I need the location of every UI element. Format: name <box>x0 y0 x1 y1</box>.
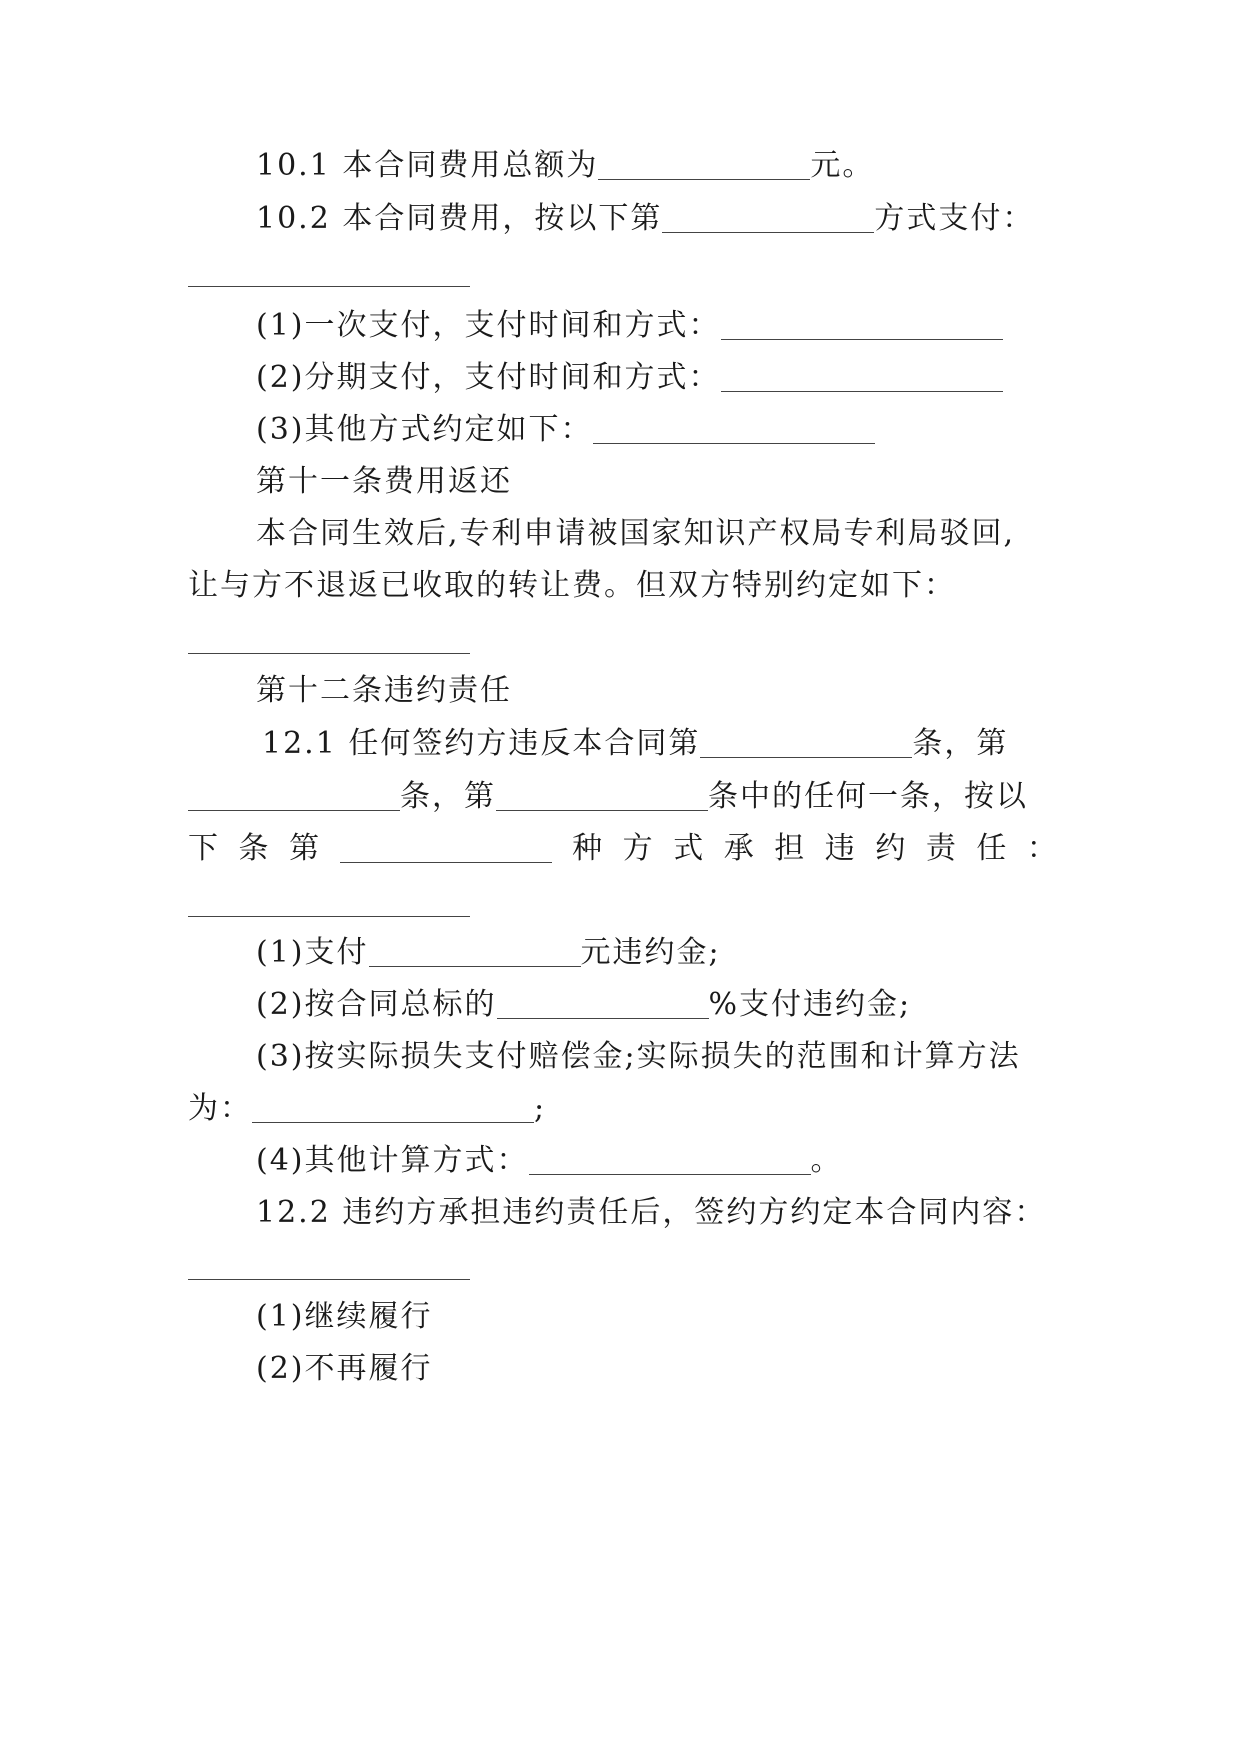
fill-blank[interactable] <box>188 1237 470 1280</box>
fill-blank[interactable] <box>369 924 581 967</box>
option-text: (3)其他方式约定如下： <box>256 412 593 447</box>
clause-char: 承 <box>723 831 754 866</box>
article-heading: 第十二条违约责任 <box>256 673 512 708</box>
payment-option-1 <box>0 297 1241 355</box>
fill-blank[interactable] <box>721 349 1003 392</box>
clause-char: 责 <box>925 831 956 866</box>
clause-text: 方式支付： <box>874 201 1035 236</box>
fill-blank[interactable] <box>340 820 552 863</box>
paragraph-text: 本合同生效后,专利申请被国家知识产权局专利局驳回, <box>256 516 1016 551</box>
clause-10-1 <box>0 137 1241 195</box>
option-text: (1)继续履行 <box>256 1299 433 1334</box>
clause-char: 方 <box>622 831 653 866</box>
clause-text: 10.2 本合同费用，按以下第 <box>256 201 663 236</box>
blank-line <box>0 1237 1241 1295</box>
clause-char: 担 <box>774 831 805 866</box>
option-text: (3)按实际损失支付赔偿金;实际损失的范围和计算方法 <box>256 1039 1021 1074</box>
option-text: %支付违约金; <box>708 987 912 1022</box>
option-text: (2)按合同总标的 <box>256 987 497 1022</box>
clause-12-1-line1 <box>0 715 1241 773</box>
fill-blank[interactable] <box>496 768 708 811</box>
option-text: (4)其他计算方式： <box>256 1143 529 1178</box>
option-text: (2)分期支付，支付时间和方式： <box>256 360 721 395</box>
option-text: 为： <box>188 1091 252 1126</box>
fill-blank[interactable] <box>721 297 1003 340</box>
fill-blank[interactable] <box>593 401 875 444</box>
clause-10-2 <box>0 190 1241 248</box>
fill-blank[interactable] <box>188 768 400 811</box>
blank-line <box>0 611 1241 669</box>
clause-char: ： <box>1026 831 1057 866</box>
penalty-option-3-line2 <box>0 1080 1241 1138</box>
article-11-para-line2 <box>0 557 1241 615</box>
fill-blank[interactable] <box>529 1132 811 1175</box>
clause-text: 元。 <box>810 148 875 183</box>
article-11-title <box>0 453 1241 511</box>
penalty-option-2 <box>0 976 1241 1034</box>
continuation-option-1 <box>0 1288 1241 1346</box>
article-12-title <box>0 662 1241 720</box>
fill-blank[interactable] <box>188 874 470 917</box>
clause-char: 约 <box>875 831 906 866</box>
fill-blank[interactable] <box>252 1080 534 1123</box>
clause-12-1-line3 <box>0 820 1241 878</box>
clause-char: 任 <box>976 831 1007 866</box>
clause-char: 下 <box>188 831 218 866</box>
article-heading: 第十一条费用返还 <box>256 464 512 499</box>
article-11-para-line1 <box>0 505 1241 563</box>
clause-text: 条，第 <box>400 779 496 814</box>
clause-char: 第 <box>289 831 320 866</box>
clause-char: 种 <box>572 831 603 866</box>
blank-line <box>0 244 1241 302</box>
fill-blank[interactable] <box>188 611 470 654</box>
fill-blank[interactable] <box>598 137 810 180</box>
penalty-option-3-line1 <box>0 1028 1241 1086</box>
payment-option-3 <box>0 401 1241 459</box>
penalty-option-1 <box>0 924 1241 982</box>
clause-char: 违 <box>824 831 855 866</box>
fill-blank[interactable] <box>662 190 874 233</box>
clause-text: 12.2 违约方承担违约责任后，签约方约定本合同内容： <box>256 1195 1047 1230</box>
option-text: (1)一次支付，支付时间和方式： <box>256 308 721 343</box>
option-text: (1)支付 <box>256 935 369 970</box>
fill-blank[interactable] <box>497 976 709 1019</box>
clause-char: 条 <box>238 831 269 866</box>
fill-blank[interactable] <box>700 715 912 758</box>
paragraph-text: 让与方不退返已收取的转让费。但双方特别约定如下： <box>188 568 956 603</box>
option-text: 。 <box>810 1143 843 1178</box>
option-text: ; <box>534 1091 547 1126</box>
continuation-option-2 <box>0 1340 1241 1398</box>
fill-blank[interactable] <box>188 244 470 287</box>
clause-char: 式 <box>673 831 704 866</box>
option-text: (2)不再履行 <box>256 1351 433 1386</box>
payment-option-2 <box>0 349 1241 407</box>
clause-12-2 <box>0 1184 1241 1242</box>
option-text: 元违约金; <box>580 935 721 970</box>
clause-12-1-line2 <box>0 768 1241 826</box>
clause-text: 条，第 <box>912 726 1009 761</box>
penalty-option-4 <box>0 1132 1241 1190</box>
clause-text: 12.1 任何签约方违反本合同第 <box>262 726 701 761</box>
clause-text: 条中的任何一条，按以 <box>708 779 1028 814</box>
clause-text: 10.1 本合同费用总额为 <box>256 148 599 183</box>
